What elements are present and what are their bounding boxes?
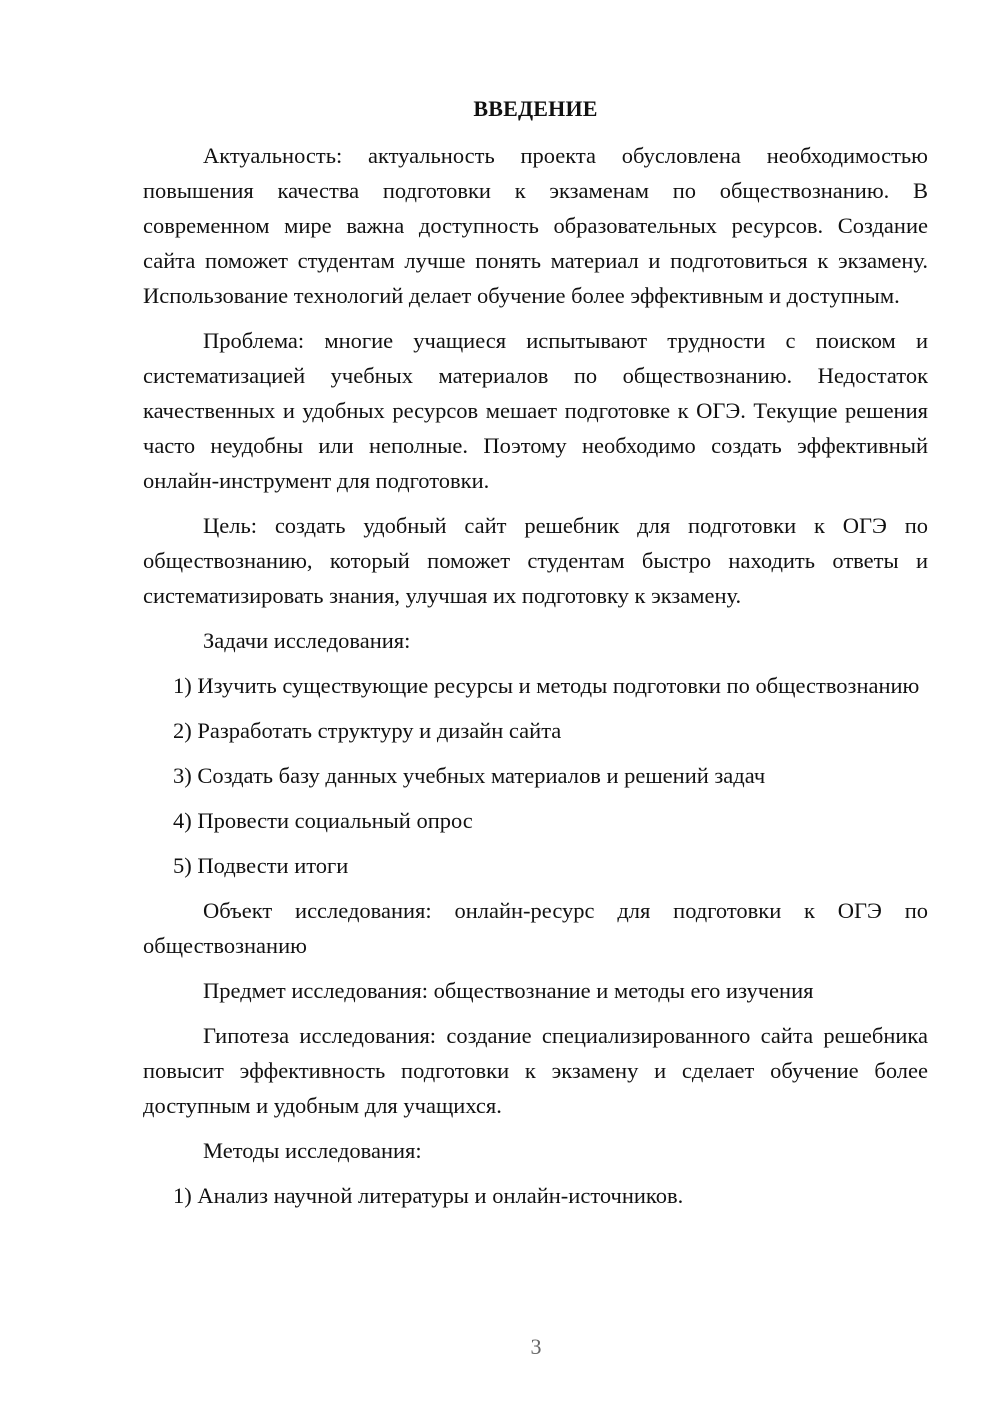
task-item-4: 4) Провести социальный опрос <box>173 808 473 833</box>
hypothesis-paragraph: Гипотеза исследования: создание специализированного сайта решебника повысит эффективность подготовки к экзамену и сделает обучение более доступным и удобным для учащихся. <box>143 1023 928 1118</box>
task-item-3: 3) Создать базу данных учебных материалов и решений задач <box>173 763 766 788</box>
method-item-1: 1) Анализ научной литературы и онлайн-источников. <box>173 1183 684 1208</box>
document-body <box>143 96 928 1223</box>
page-number: 3 <box>530 1334 542 1359</box>
goal-paragraph: Цель: создать удобный сайт решебник для подготовки к ОГЭ по обществознанию, который поможет студентам быстро находить ответы и систематизировать знания, улучшая их подготовку к экзамену. <box>143 513 928 608</box>
research-object-paragraph: Объект исследования: онлайн-ресурс для подготовки к ОГЭ по обществознанию <box>143 898 928 958</box>
tasks-heading: Задачи исследования: <box>203 628 411 653</box>
task-item-5: 5) Подвести итоги <box>173 853 349 878</box>
research-subject-paragraph: Предмет исследования: обществознание и методы его изучения <box>203 978 814 1003</box>
task-item-1: 1) Изучить существующие ресурсы и методы подготовки по обществознанию <box>173 673 920 698</box>
task-item-2: 2) Разработать структуру и дизайн сайта <box>173 718 562 743</box>
relevance-paragraph: Актуальность: актуальность проекта обусловлена необходимостью повышения качества подготовки к экзаменам по обществознанию. В современном мире важна доступность образовательных ресурсов. Создание сайта поможет студентам лучше понять материал и подготовиться к экзамену. Использование технологий делает обучение более эффективным и доступным. <box>143 143 928 308</box>
problem-paragraph: Проблема: многие учащиеся испытывают трудности с поиском и систематизацией учебных материалов по обществознанию. Недостаток качественных и удобных ресурсов мешает подготовке к ОГЭ. Текущие решения часто неудобны или неполные. Поэтому необходимо создать эффективный онлайн-инструмент для подготовки. <box>143 328 928 493</box>
methods-heading: Методы исследования: <box>203 1138 422 1163</box>
section-title: ВВЕДЕНИЕ <box>473 96 598 121</box>
